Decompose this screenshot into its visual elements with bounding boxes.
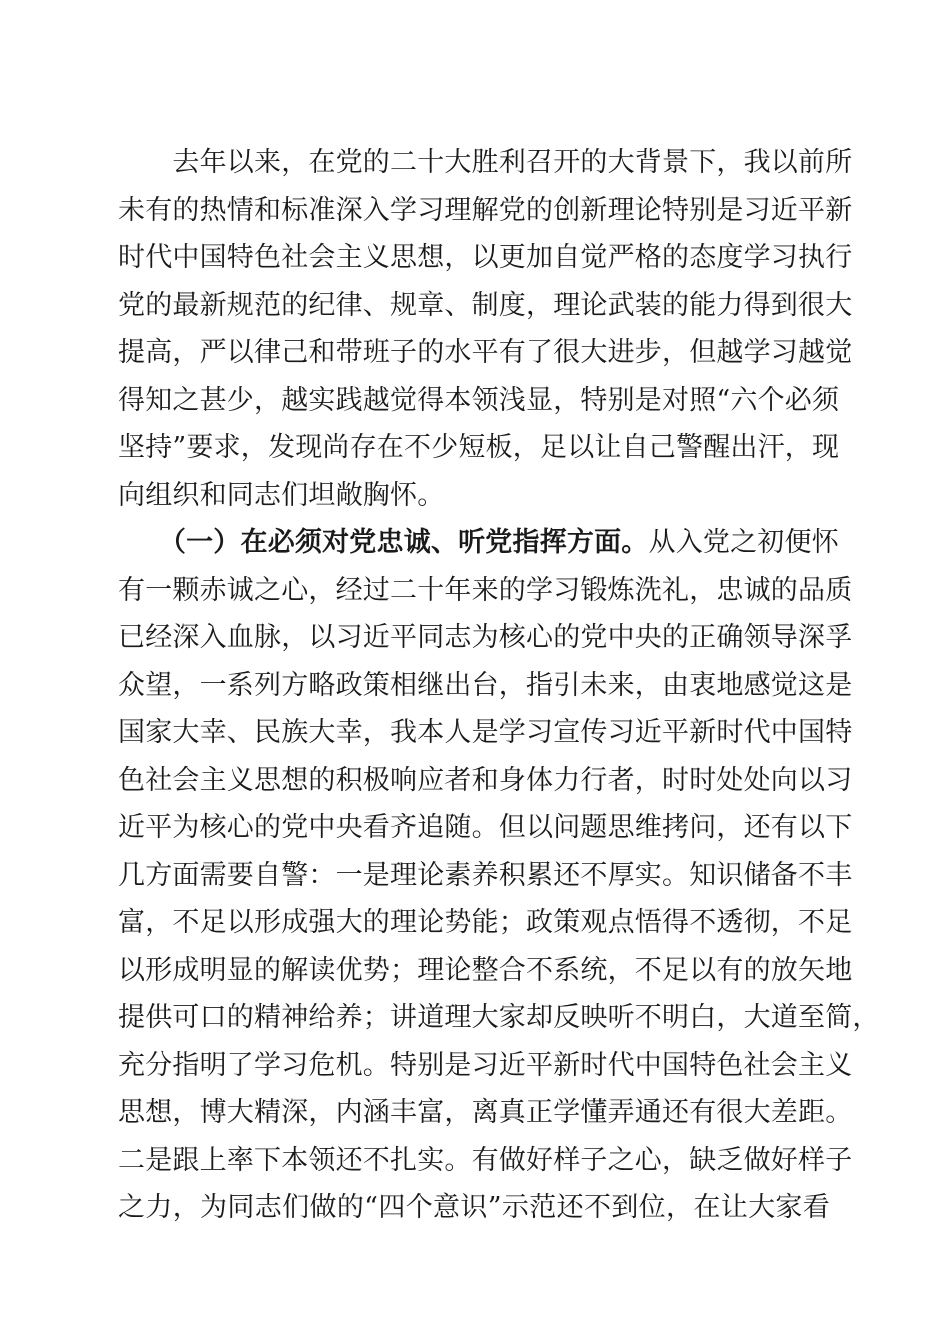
paragraph-1-line-1: 去年以来，在党的二十大胜利召开的大背景下，我以前所: [118, 147, 853, 178]
paragraph-2-line-12: 充分指明了学习危机。特别是习近平新时代中国特色社会主义: [118, 1050, 853, 1081]
paragraph-1-line-5: 提高，严以律己和带班子的水平有了很大进步，但越学习越觉: [118, 337, 853, 368]
paragraph-2-line-6: 色社会主义思想的积极响应者和身体力行者，时时处处向以习: [118, 765, 853, 796]
paragraph-2-line-1: [118, 525, 839, 561]
paragraph-2-line-5: 国家大幸、民族大幸，我本人是学习宣传习近平新时代中国特: [118, 717, 853, 748]
paragraph-2-line-4: 众望，一系列方略政策相继出台，指引未来，由衷地感觉这是: [118, 670, 853, 701]
paragraph-1-line-3: 时代中国特色社会主义思想，以更加自觉严格的态度学习执行: [118, 242, 853, 273]
paragraph-1-line-7: 坚持”要求，发现尚存在不少短板，足以让自己警醒出汗，现: [118, 432, 840, 463]
paragraph-2-line-11: 提供可口的精神给养；讲道理大家却反映听不明白，大道至简，: [118, 1002, 880, 1033]
paragraph-2-line-7: 近平为核心的党中央看齐追随。但以问题思维拷问，还有以下: [118, 812, 853, 843]
paragraph-2-line-8: 几方面需要自警：一是理论素养积累还不厚实。知识储备不丰: [118, 860, 853, 891]
paragraph-2-line-1-rest: 从入党之初便怀: [648, 527, 839, 558]
paragraph-1-line-4: 党的最新规范的纪律、规章、制度，理论武装的能力得到很大: [118, 290, 853, 321]
section-heading: （一）在必须对党忠诚、听党指挥方面。: [118, 527, 649, 558]
paragraph-2-line-3: 已经深入血脉，以习近平同志为核心的党中央的正确领导深孚: [118, 622, 853, 653]
paragraph-2-line-14: 二是跟上率下本领还不扎实。有做好样子之心，缺乏做好样子: [118, 1145, 853, 1176]
paragraph-1-line-8: 向组织和同志们坦敞胸怀。: [118, 480, 445, 511]
paragraph-1-line-6: 得知之甚少，越实践越觉得本领浅显，特别是对照“六个必须: [118, 385, 840, 416]
paragraph-2-line-2: 有一颗赤诚之心，经过二十年来的学习锻炼洗礼，忠诚的品质: [118, 575, 853, 606]
paragraph-2-line-10: 以形成明显的解读优势；理论整合不系统，不足以有的放矢地: [118, 955, 853, 986]
paragraph-2-line-15: 之力，为同志们做的“四个意识”示范还不到位，在让大家看: [118, 1192, 830, 1223]
paragraph-2-line-9: 富，不足以形成强大的理论势能；政策观点悟得不透彻，不足: [118, 907, 853, 938]
paragraph-2-line-13: 思想，博大精深，内涵丰富，离真正学懂弄通还有很大差距。: [118, 1097, 853, 1128]
paragraph-1-line-2: 未有的热情和标准深入学习理解党的创新理论特别是习近平新: [118, 195, 853, 226]
